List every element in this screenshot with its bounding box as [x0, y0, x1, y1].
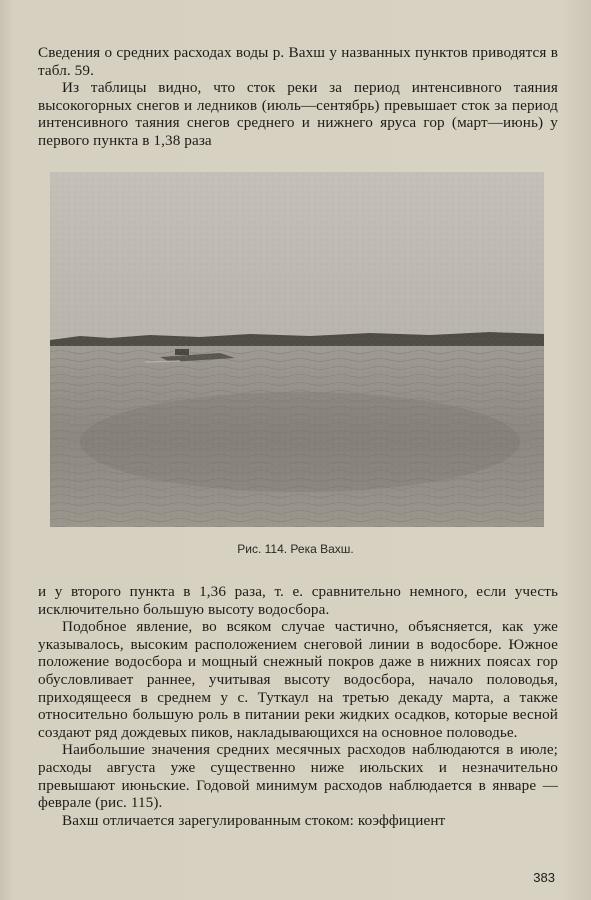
paragraph-regulated-flow: Вахш отличается зарегулированным стоком: коэффициент [62, 811, 446, 829]
figure-caption: Рис. 114. Река Вахш. [237, 542, 354, 556]
river-photo-image [50, 172, 544, 527]
paragraph-monthly-flows: Наибольшие значения средних месячных расходов наблюдаются в июле; расходы августа уже существенно ниже июльских и незначительно превышают июньские. Годовой минимум расходов наблюдается в январе — феврале (рис. 115). [38, 741, 558, 812]
page-number: 383 [533, 870, 555, 885]
river-photo [50, 172, 544, 527]
top-text-block [38, 44, 558, 150]
bottom-text-block [38, 583, 558, 829]
paragraph-runoff-comparison: Из таблицы видно, что сток реки за период интенсивного таяния высокогорных снегов и ледников (июль—сентябрь) превышает сток за период интенсивного таяния снегов среднего и нижнего яруса гор (март—июнь) у первого пункта в 1,38 раза [38, 79, 558, 149]
paragraph-table-reference: Сведения о средних расходах воды р. Вахш у названных пунктов приводятся в табл. 59. [38, 44, 558, 79]
paragraph-second-point: и у второго пункта в 1,36 раза, т. е. сравнительно немного, если учесть исключительно большую высоту водосбора. [38, 583, 558, 618]
paragraph-explanation: Подобное явление, во всяком случае частично, объясняется, как уже указывалось, высоким расположением снеговой линии в водосборе. Южное положение водосбора и мощный снежный покров даже в нижних поясах гор обусловливает раннее, учитывая высоту водосбора, начало половодья, приходящееся в среднем у с. Туткаул на третью декаду марта, а также относительно большую роль в питании реки жидких осадков, которые весной создают ряд дождевых пиков, накладывающихся на основное половодье. [38, 618, 558, 741]
